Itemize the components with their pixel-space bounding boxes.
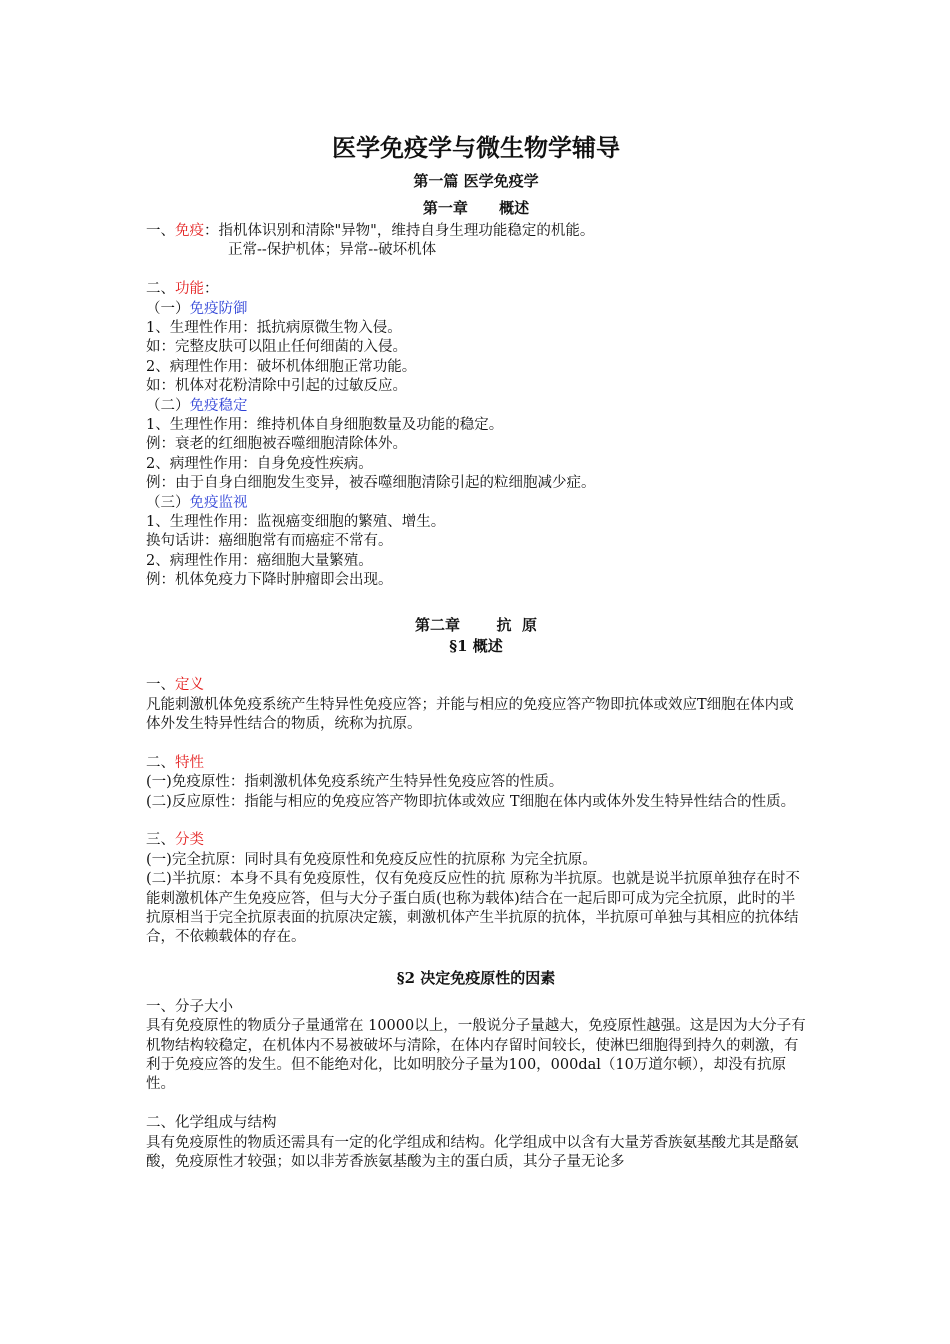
chapter-2-title: 第二章 抗 原 [414,615,537,634]
part-title: 第一篇 医学免疫学 [413,172,539,190]
subsection-stability: （二）免疫稳定 [146,397,248,414]
definition-heading: 一、定义 [146,677,204,694]
properties-heading: 二、特性 [146,754,204,771]
term-classification: 分类 [175,832,204,849]
function-heading: 二、功能： [146,281,219,298]
document-body [146,128,806,1172]
immunity-note: 正常--保护机体；异常--破坏机体 [228,242,437,259]
property-reactogenicity: (二)反应原性：指能与相应的免疫应答产物即抗体或效应 T细胞在体内或体外发生特异性结合的性质。 [146,793,796,810]
term-function: 功能 [175,281,204,298]
antigen-definition: 凡能刺激机体免疫系统产生特异性免疫应答；并能与相应的免疫应答产物即抗体或效应T细胞在体内或体外发生特异性结合的物质，统称为抗原。 [146,696,794,732]
term-stability: 免疫稳定 [189,397,248,414]
complete-antigen: (一)完全抗原：同时具有免疫原性和免疫反应性的抗原称 为完全抗原。 [146,851,597,868]
section-2-title: §2 决定免疫原性的因素 [396,968,556,987]
list-item: 如：完整皮肤可以阻止任何细菌的入侵。 [146,339,407,356]
subsection-defense: （一）免疫防御 [146,300,248,317]
list-item: 2、病理性作用：破坏机体细胞正常功能。 [146,358,417,375]
list-item: 换句话讲：癌细胞常有而癌症不常有。 [146,533,393,550]
list-item: 例：机体免疫力下降时肿瘤即会出现。 [146,572,393,589]
property-immunogenicity: (一)免疫原性：指刺激机体免疫系统产生特异性免疫应答的性质。 [146,774,564,791]
definition-text: ：指机体识别和清除"异物"，维持自身生理功能稳定的机能。 [204,223,595,239]
list-item: 1、生理性作用：抵抗病原微生物入侵。 [146,320,402,337]
term-surveillance: 免疫监视 [189,494,248,511]
term-immunity: 免疫 [175,223,204,239]
factor-size-text: 具有免疫原性的物质分子量通常在 10000以上，一般说分子量越大，免疫原性越强。这是因为大分子有机物结构较稳定，在机体内不易被破坏与清除，在体内存留时间较长，使淋巴细胞得到持久的刺激，有利于免疫应答的发生。但不能绝对化，比如明胶分子量为100，000dal（10万道尔顿），却没有抗原性。 [146,1018,806,1093]
factor-chemistry-text: 具有免疫原性的物质还需具有一定的化学组成和结构。化学组成中以含有大量芳香族氨基酸尤其是酪氨酸，免疫原性才较强；如以非芳香族氨基酸为主的蛋白质，其分子量无论多 [146,1134,799,1170]
factor-size-heading: 一、分子大小 [146,998,233,1015]
list-item: 1、生理性作用：维持机体自身细胞数量及功能的稳定。 [146,417,504,434]
list-item: 如：机体对花粉清除中引起的过敏反应。 [146,378,407,395]
section-number: 一、 [146,223,175,239]
chapter-1-title: 第一章 概述 [422,199,530,217]
list-item: 1、生理性作用：监视癌变细胞的繁殖、增生。 [146,514,446,531]
list-item: 2、病理性作用：自身免疫性疾病。 [146,455,373,472]
subsection-surveillance: （三）免疫监视 [146,494,248,511]
document-title: 医学免疫学与微生物学辅导 [332,133,620,162]
term-definition: 定义 [175,677,204,694]
term-properties: 特性 [175,754,204,771]
classification-heading: 三、分类 [146,832,204,849]
list-item: 2、病理性作用：癌细胞大量繁殖。 [146,552,373,569]
hapten: (二)半抗原：本身不具有免疫原性，仅有免疫反应性的抗 原称为半抗原。也就是说半抗原单独存在时不能刺激机体产生免疫应答，但与大分子蛋白质(也称为载体)结合在一起后即可成为完全抗原，此时的半抗原相当于完全抗原表面的抗原决定簇，刺激机体产生半抗原的抗体，半抗原可单独与其相应的抗体结合，不依赖载体的存在。 [146,871,800,946]
list-item: 例：由于自身白细胞发生变异，被吞噬细胞清除引起的粒细胞减少症。 [146,475,596,492]
list-item: 例：衰老的红细胞被吞噬细胞清除体外。 [146,436,407,453]
factor-chemistry-heading: 二、化学组成与结构 [146,1115,277,1132]
section-1-title: §1 概述 [449,636,503,655]
term-defense: 免疫防御 [189,300,248,317]
immunity-definition [146,222,806,241]
